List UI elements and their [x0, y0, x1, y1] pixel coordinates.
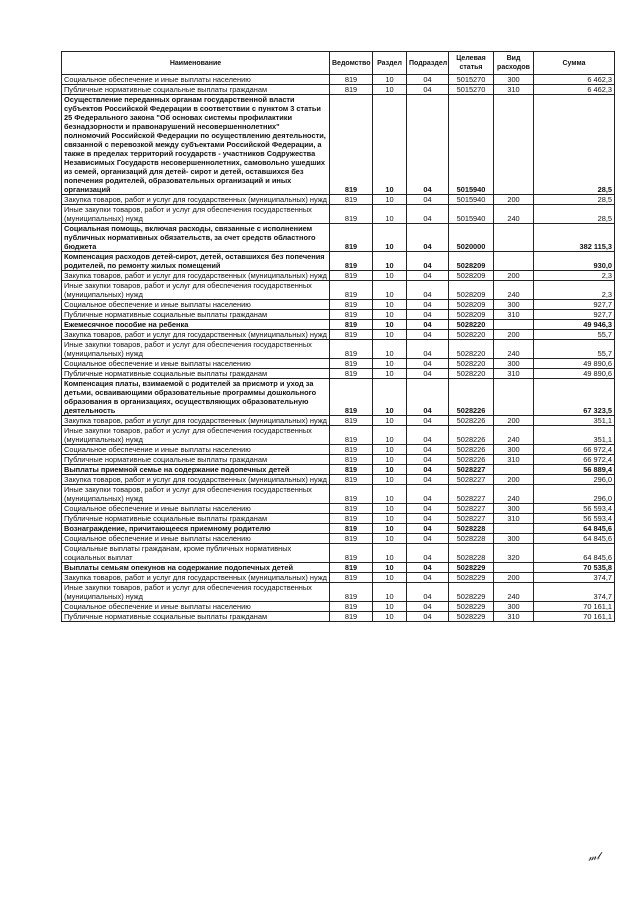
cell-razdel: 10 — [373, 195, 407, 205]
cell-podrazdel: 04 — [407, 455, 449, 465]
cell-razdel: 10 — [373, 534, 407, 544]
cell-razdel: 10 — [373, 445, 407, 455]
cell-tselevaya-statya: 5028226 — [449, 455, 494, 465]
cell-podrazdel: 04 — [407, 563, 449, 573]
cell-tselevaya-statya: 5028227 — [449, 485, 494, 504]
cell-podrazdel: 04 — [407, 504, 449, 514]
cell-name: Социальное обеспечение и иные выплаты населению — [62, 359, 330, 369]
cell-razdel: 10 — [373, 224, 407, 252]
cell-razdel: 10 — [373, 340, 407, 359]
table-row — [62, 310, 615, 320]
cell-podrazdel: 04 — [407, 475, 449, 485]
table-row — [62, 455, 615, 465]
cell-razdel: 10 — [373, 563, 407, 573]
table-row — [62, 320, 615, 330]
cell-podrazdel: 04 — [407, 583, 449, 602]
cell-name: Социальное обеспечение и иные выплаты населению — [62, 504, 330, 514]
table-row — [62, 602, 615, 612]
cell-vedomstvo: 819 — [330, 320, 373, 330]
cell-razdel: 10 — [373, 369, 407, 379]
cell-vid-rashodov: 300 — [494, 602, 534, 612]
cell-tselevaya-statya: 5028229 — [449, 583, 494, 602]
cell-tselevaya-statya: 5028220 — [449, 340, 494, 359]
cell-tselevaya-statya: 5028229 — [449, 563, 494, 573]
cell-summa: 49 890,6 — [534, 359, 615, 369]
cell-vid-rashodov: 240 — [494, 205, 534, 224]
cell-tselevaya-statya: 5028227 — [449, 465, 494, 475]
cell-razdel: 10 — [373, 95, 407, 195]
cell-summa: 64 845,6 — [534, 544, 615, 563]
header-tselevaya-statya: Целевая статья — [449, 52, 494, 75]
cell-tselevaya-statya: 5015940 — [449, 195, 494, 205]
cell-vid-rashodov: 320 — [494, 544, 534, 563]
table-row — [62, 426, 615, 445]
cell-name: Осуществление переданных органам государственной власти субъектов Российской Федерации в соответствии с пунктом 3 статьи 25 Федерального закона "Об основах системы профилактики безнадзорности и правонарушений несовершеннолетних" полномочий Российской Федерации по осуществлению деятельности, связанной с перевозкой между субъектами Российской Федерации, а также в пределах территорий государств - участников Содружества Независимых Государств несовершеннолетних, самовольно ушедших из семей, организаций для детей- сирот и детей, оставшихся без попечения родителей, образовательных организаций и иных организаций — [62, 95, 330, 195]
table-row — [62, 612, 615, 622]
cell-name: Публичные нормативные социальные выплаты гражданам — [62, 612, 330, 622]
cell-vedomstvo: 819 — [330, 583, 373, 602]
cell-summa: 351,1 — [534, 416, 615, 426]
table-row — [62, 514, 615, 524]
cell-podrazdel: 04 — [407, 195, 449, 205]
handwritten-initials: 𝓂𝓁 — [587, 851, 601, 864]
cell-vid-rashodov — [494, 524, 534, 534]
cell-vedomstvo: 819 — [330, 359, 373, 369]
cell-vid-rashodov: 300 — [494, 445, 534, 455]
table-row — [62, 416, 615, 426]
cell-vedomstvo: 819 — [330, 573, 373, 583]
cell-summa: 374,7 — [534, 573, 615, 583]
cell-podrazdel: 04 — [407, 75, 449, 85]
cell-vid-rashodov — [494, 95, 534, 195]
table-row — [62, 534, 615, 544]
cell-podrazdel: 04 — [407, 544, 449, 563]
cell-razdel: 10 — [373, 75, 407, 85]
cell-summa: 49 890,6 — [534, 369, 615, 379]
cell-podrazdel: 04 — [407, 340, 449, 359]
cell-summa: 2,3 — [534, 271, 615, 281]
cell-podrazdel: 04 — [407, 369, 449, 379]
cell-name: Закупка товаров, работ и услуг для государственных (муниципальных) нужд — [62, 475, 330, 485]
cell-vid-rashodov: 300 — [494, 359, 534, 369]
cell-summa: 351,1 — [534, 426, 615, 445]
cell-vid-rashodov: 310 — [494, 369, 534, 379]
cell-tselevaya-statya: 5028228 — [449, 544, 494, 563]
cell-razdel: 10 — [373, 281, 407, 300]
cell-razdel: 10 — [373, 330, 407, 340]
cell-vedomstvo: 819 — [330, 310, 373, 320]
cell-name: Иные закупки товаров, работ и услуг для обеспечения государственных (муниципальных) нужд — [62, 426, 330, 445]
cell-vedomstvo: 819 — [330, 445, 373, 455]
table-row — [62, 224, 615, 252]
cell-summa: 66 972,4 — [534, 445, 615, 455]
cell-name: Вознаграждение, причитающееся приемному родителю — [62, 524, 330, 534]
cell-podrazdel: 04 — [407, 445, 449, 455]
cell-podrazdel: 04 — [407, 252, 449, 271]
cell-tselevaya-statya: 5028209 — [449, 300, 494, 310]
cell-vid-rashodov: 300 — [494, 75, 534, 85]
cell-vedomstvo: 819 — [330, 369, 373, 379]
cell-tselevaya-statya: 5028229 — [449, 612, 494, 622]
table-row — [62, 330, 615, 340]
cell-vedomstvo: 819 — [330, 85, 373, 95]
cell-vedomstvo: 819 — [330, 330, 373, 340]
table-row — [62, 75, 615, 85]
cell-tselevaya-statya: 5028228 — [449, 524, 494, 534]
cell-summa: 70 161,1 — [534, 602, 615, 612]
cell-vedomstvo: 819 — [330, 514, 373, 524]
cell-name: Социальная помощь, включая расходы, связанные с исполнением публичных нормативных обязательств, за счет средств областного бюджета — [62, 224, 330, 252]
cell-vedomstvo: 819 — [330, 465, 373, 475]
table-row — [62, 583, 615, 602]
cell-razdel: 10 — [373, 271, 407, 281]
cell-vid-rashodov: 300 — [494, 534, 534, 544]
cell-podrazdel: 04 — [407, 485, 449, 504]
cell-summa: 70 535,8 — [534, 563, 615, 573]
cell-name: Иные закупки товаров, работ и услуг для обеспечения государственных (муниципальных) нужд — [62, 485, 330, 504]
cell-name: Иные закупки товаров, работ и услуг для обеспечения государственных (муниципальных) нужд — [62, 340, 330, 359]
cell-name: Публичные нормативные социальные выплаты гражданам — [62, 455, 330, 465]
table-row — [62, 340, 615, 359]
cell-vedomstvo: 819 — [330, 563, 373, 573]
cell-vid-rashodov: 310 — [494, 514, 534, 524]
cell-podrazdel: 04 — [407, 426, 449, 445]
cell-vedomstvo: 819 — [330, 485, 373, 504]
cell-razdel: 10 — [373, 359, 407, 369]
cell-podrazdel: 04 — [407, 281, 449, 300]
cell-razdel: 10 — [373, 416, 407, 426]
table-row — [62, 524, 615, 534]
cell-summa: 49 946,3 — [534, 320, 615, 330]
table-row — [62, 445, 615, 455]
cell-vedomstvo: 819 — [330, 475, 373, 485]
cell-summa: 2,3 — [534, 281, 615, 300]
cell-name: Социальное обеспечение и иные выплаты населению — [62, 445, 330, 455]
table-row — [62, 504, 615, 514]
cell-tselevaya-statya: 5015940 — [449, 95, 494, 195]
cell-razdel: 10 — [373, 612, 407, 622]
cell-vid-rashodov: 200 — [494, 416, 534, 426]
cell-tselevaya-statya: 5028220 — [449, 330, 494, 340]
cell-vid-rashodov: 240 — [494, 281, 534, 300]
cell-summa: 28,5 — [534, 205, 615, 224]
cell-tselevaya-statya: 5028229 — [449, 573, 494, 583]
cell-summa: 6 462,3 — [534, 75, 615, 85]
cell-vid-rashodov: 240 — [494, 340, 534, 359]
cell-summa: 374,7 — [534, 583, 615, 602]
cell-tselevaya-statya: 5028209 — [449, 310, 494, 320]
header-vid-rashodov: Вид расходов — [494, 52, 534, 75]
table-row — [62, 95, 615, 195]
cell-vid-rashodov: 200 — [494, 195, 534, 205]
table-row — [62, 369, 615, 379]
cell-tselevaya-statya: 5028209 — [449, 271, 494, 281]
cell-summa: 382 115,3 — [534, 224, 615, 252]
cell-name: Социальное обеспечение и иные выплаты населению — [62, 534, 330, 544]
cell-razdel: 10 — [373, 524, 407, 534]
cell-tselevaya-statya: 5028226 — [449, 426, 494, 445]
cell-name: Ежемесячное пособие на ребенка — [62, 320, 330, 330]
table-row — [62, 85, 615, 95]
cell-vid-rashodov: 310 — [494, 85, 534, 95]
cell-podrazdel: 04 — [407, 205, 449, 224]
table-row — [62, 300, 615, 310]
cell-vid-rashodov: 300 — [494, 300, 534, 310]
table-row — [62, 271, 615, 281]
cell-vid-rashodov: 240 — [494, 426, 534, 445]
table-row — [62, 544, 615, 563]
cell-podrazdel: 04 — [407, 573, 449, 583]
cell-tselevaya-statya: 5028229 — [449, 602, 494, 612]
cell-vedomstvo: 819 — [330, 379, 373, 416]
cell-tselevaya-statya: 5028226 — [449, 379, 494, 416]
cell-vedomstvo: 819 — [330, 612, 373, 622]
cell-podrazdel: 04 — [407, 330, 449, 340]
cell-vedomstvo: 819 — [330, 340, 373, 359]
cell-vedomstvo: 819 — [330, 426, 373, 445]
cell-summa: 56 593,4 — [534, 504, 615, 514]
cell-podrazdel: 04 — [407, 224, 449, 252]
cell-vedomstvo: 819 — [330, 416, 373, 426]
cell-name: Выплаты приемной семье на содержание подопечных детей — [62, 465, 330, 475]
cell-vid-rashodov — [494, 465, 534, 475]
cell-summa: 927,7 — [534, 300, 615, 310]
cell-razdel: 10 — [373, 455, 407, 465]
cell-vedomstvo: 819 — [330, 455, 373, 465]
cell-vid-rashodov: 200 — [494, 573, 534, 583]
cell-podrazdel: 04 — [407, 310, 449, 320]
header-podrazdel: Подраздел — [407, 52, 449, 75]
cell-vid-rashodov: 200 — [494, 475, 534, 485]
cell-vedomstvo: 819 — [330, 544, 373, 563]
cell-vid-rashodov: 310 — [494, 455, 534, 465]
cell-summa: 67 323,5 — [534, 379, 615, 416]
table-row — [62, 475, 615, 485]
cell-summa: 28,5 — [534, 195, 615, 205]
header-razdel: Раздел — [373, 52, 407, 75]
cell-vid-rashodov — [494, 252, 534, 271]
cell-vedomstvo: 819 — [330, 271, 373, 281]
cell-vid-rashodov — [494, 379, 534, 416]
cell-name: Закупка товаров, работ и услуг для государственных (муниципальных) нужд — [62, 573, 330, 583]
cell-razdel: 10 — [373, 504, 407, 514]
cell-vid-rashodov: 240 — [494, 583, 534, 602]
cell-vid-rashodov: 300 — [494, 504, 534, 514]
cell-vedomstvo: 819 — [330, 300, 373, 310]
cell-tselevaya-statya: 5015940 — [449, 205, 494, 224]
cell-razdel: 10 — [373, 85, 407, 95]
cell-vedomstvo: 819 — [330, 504, 373, 514]
cell-vid-rashodov — [494, 563, 534, 573]
cell-tselevaya-statya: 5028227 — [449, 504, 494, 514]
cell-name: Социальные выплаты гражданам, кроме публичных нормативных социальных выплат — [62, 544, 330, 563]
cell-name: Социальное обеспечение и иные выплаты населению — [62, 300, 330, 310]
cell-podrazdel: 04 — [407, 524, 449, 534]
cell-vedomstvo: 819 — [330, 534, 373, 544]
cell-razdel: 10 — [373, 583, 407, 602]
cell-razdel: 10 — [373, 205, 407, 224]
cell-vid-rashodov: 310 — [494, 310, 534, 320]
cell-summa: 55,7 — [534, 340, 615, 359]
cell-vedomstvo: 819 — [330, 205, 373, 224]
cell-vedomstvo: 819 — [330, 75, 373, 85]
cell-vid-rashodov — [494, 224, 534, 252]
cell-name: Иные закупки товаров, работ и услуг для обеспечения государственных (муниципальных) нужд — [62, 281, 330, 300]
cell-name: Компенсация расходов детей-сирот, детей, оставшихся без попечения родителей, по ремонту жилых помещений — [62, 252, 330, 271]
cell-tselevaya-statya: 5028209 — [449, 281, 494, 300]
cell-podrazdel: 04 — [407, 465, 449, 475]
cell-vedomstvo: 819 — [330, 281, 373, 300]
cell-tselevaya-statya: 5028227 — [449, 514, 494, 524]
table-row — [62, 205, 615, 224]
cell-podrazdel: 04 — [407, 85, 449, 95]
header-name: Наименование — [62, 52, 330, 75]
cell-tselevaya-statya: 5028209 — [449, 252, 494, 271]
cell-razdel: 10 — [373, 514, 407, 524]
cell-vedomstvo: 819 — [330, 602, 373, 612]
cell-tselevaya-statya: 5015270 — [449, 75, 494, 85]
cell-vedomstvo: 819 — [330, 252, 373, 271]
budget-table — [61, 51, 615, 622]
cell-name: Социальное обеспечение и иные выплаты населению — [62, 602, 330, 612]
cell-tselevaya-statya: 5028226 — [449, 416, 494, 426]
cell-summa: 66 972,4 — [534, 455, 615, 465]
table-header-row — [62, 52, 615, 75]
cell-name: Закупка товаров, работ и услуг для государственных (муниципальных) нужд — [62, 195, 330, 205]
cell-podrazdel: 04 — [407, 514, 449, 524]
cell-vid-rashodov: 200 — [494, 330, 534, 340]
cell-vedomstvo: 819 — [330, 224, 373, 252]
table-row — [62, 465, 615, 475]
table-row — [62, 359, 615, 369]
cell-name: Закупка товаров, работ и услуг для государственных (муниципальных) нужд — [62, 330, 330, 340]
cell-razdel: 10 — [373, 379, 407, 416]
cell-razdel: 10 — [373, 310, 407, 320]
table-row — [62, 379, 615, 416]
cell-podrazdel: 04 — [407, 416, 449, 426]
cell-vid-rashodov — [494, 320, 534, 330]
cell-name: Закупка товаров, работ и услуг для государственных (муниципальных) нужд — [62, 271, 330, 281]
cell-name: Публичные нормативные социальные выплаты гражданам — [62, 85, 330, 95]
cell-name: Публичные нормативные социальные выплаты гражданам — [62, 369, 330, 379]
cell-razdel: 10 — [373, 300, 407, 310]
cell-tselevaya-statya: 5028220 — [449, 369, 494, 379]
cell-podrazdel: 04 — [407, 320, 449, 330]
cell-razdel: 10 — [373, 602, 407, 612]
cell-name: Иные закупки товаров, работ и услуг для обеспечения государственных (муниципальных) нужд — [62, 205, 330, 224]
cell-podrazdel: 04 — [407, 271, 449, 281]
cell-podrazdel: 04 — [407, 379, 449, 416]
cell-podrazdel: 04 — [407, 602, 449, 612]
header-vedomstvo: Ведомство — [330, 52, 373, 75]
cell-summa: 6 462,3 — [534, 85, 615, 95]
cell-name: Выплаты семьям опекунов на содержание подопечных детей — [62, 563, 330, 573]
cell-summa: 64 845,6 — [534, 534, 615, 544]
cell-razdel: 10 — [373, 252, 407, 271]
cell-razdel: 10 — [373, 475, 407, 485]
table-row — [62, 573, 615, 583]
cell-summa: 56 889,4 — [534, 465, 615, 475]
cell-tselevaya-statya: 5020000 — [449, 224, 494, 252]
cell-podrazdel: 04 — [407, 359, 449, 369]
cell-summa: 28,5 — [534, 95, 615, 195]
cell-summa: 70 161,1 — [534, 612, 615, 622]
cell-name: Публичные нормативные социальные выплаты гражданам — [62, 514, 330, 524]
cell-summa: 296,0 — [534, 485, 615, 504]
cell-vedomstvo: 819 — [330, 95, 373, 195]
cell-summa: 64 845,6 — [534, 524, 615, 534]
cell-tselevaya-statya: 5028228 — [449, 534, 494, 544]
cell-podrazdel: 04 — [407, 300, 449, 310]
cell-name: Закупка товаров, работ и услуг для государственных (муниципальных) нужд — [62, 416, 330, 426]
cell-razdel: 10 — [373, 426, 407, 445]
cell-podrazdel: 04 — [407, 612, 449, 622]
cell-tselevaya-statya: 5028220 — [449, 359, 494, 369]
cell-razdel: 10 — [373, 485, 407, 504]
table-row — [62, 195, 615, 205]
table-row — [62, 563, 615, 573]
cell-podrazdel: 04 — [407, 534, 449, 544]
cell-vid-rashodov: 310 — [494, 612, 534, 622]
cell-vedomstvo: 819 — [330, 524, 373, 534]
cell-tselevaya-statya: 5028227 — [449, 475, 494, 485]
table-row — [62, 485, 615, 504]
cell-razdel: 10 — [373, 573, 407, 583]
cell-name: Публичные нормативные социальные выплаты гражданам — [62, 310, 330, 320]
header-summa: Сумма — [534, 52, 615, 75]
cell-podrazdel: 04 — [407, 95, 449, 195]
cell-razdel: 10 — [373, 465, 407, 475]
cell-tselevaya-statya: 5028220 — [449, 320, 494, 330]
cell-razdel: 10 — [373, 320, 407, 330]
cell-summa: 56 593,4 — [534, 514, 615, 524]
cell-summa: 296,0 — [534, 475, 615, 485]
cell-summa: 55,7 — [534, 330, 615, 340]
cell-vid-rashodov: 200 — [494, 271, 534, 281]
cell-name: Компенсация платы, взимаемой с родителей за присмотр и уход за детьми, осваивающими образовательные программы дошкольного образования в организациях, осуществляющих образовательную деятельность — [62, 379, 330, 416]
cell-razdel: 10 — [373, 544, 407, 563]
cell-tselevaya-statya: 5015270 — [449, 85, 494, 95]
cell-tselevaya-statya: 5028226 — [449, 445, 494, 455]
cell-name: Социальное обеспечение и иные выплаты населению — [62, 75, 330, 85]
cell-summa: 927,7 — [534, 310, 615, 320]
cell-summa: 930,0 — [534, 252, 615, 271]
table-row — [62, 281, 615, 300]
cell-vid-rashodov: 240 — [494, 485, 534, 504]
cell-name: Иные закупки товаров, работ и услуг для обеспечения государственных (муниципальных) нужд — [62, 583, 330, 602]
table-row — [62, 252, 615, 271]
cell-vedomstvo: 819 — [330, 195, 373, 205]
